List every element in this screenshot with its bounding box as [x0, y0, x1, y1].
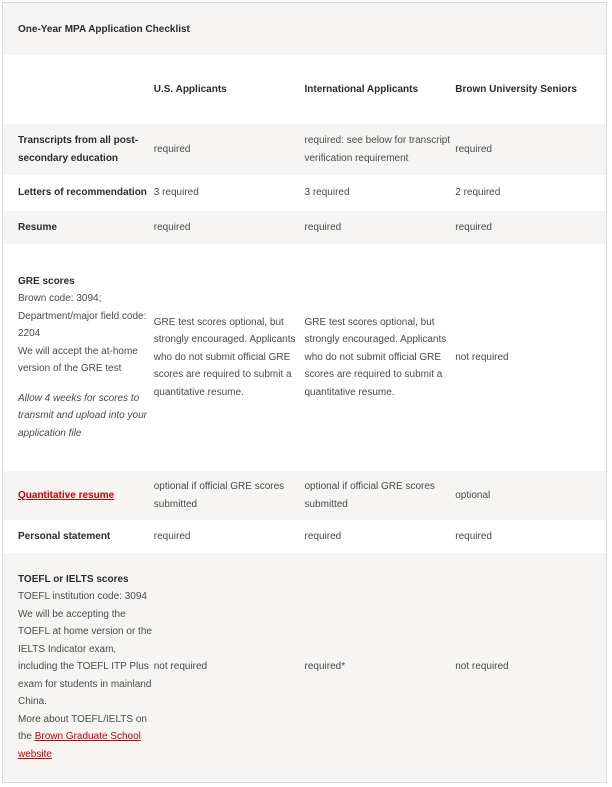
table-row-letters	[3, 175, 606, 211]
cell-brown-letters: 2 required	[455, 175, 606, 211]
gre-note: Allow 4 weeks for scores to transmit and upload into your application file	[18, 392, 147, 439]
cell-intl-gre: GRE test scores optional, but strongly encouraged. Applicants who do not submit official GRE scores are required to submit a quantitative resume.	[305, 244, 456, 471]
checklist-frame	[2, 2, 607, 783]
brown-graduate-school-link[interactable]: Brown Graduate School website	[18, 731, 141, 760]
table-row-transcripts	[3, 124, 606, 175]
row-label-quant-cell	[3, 471, 154, 520]
table-row-gre	[3, 244, 606, 471]
cell-intl-resume: required	[305, 211, 456, 244]
header-brown-seniors: Brown University Seniors	[455, 55, 606, 124]
cell-us-transcripts: required	[154, 124, 305, 175]
toefl-details: TOEFL institution code: 3094 We will be accepting the TOEFL at home version or the IELTS Indicator exam, including the TOEFL ITP Plus exam for students in mainland China. More about TOEFL/IELTS on the	[18, 591, 152, 743]
cell-brown-quant: optional	[455, 471, 606, 520]
cell-us-quant: optional if official GRE scores submitted	[154, 471, 305, 520]
row-label-personal: Personal statement	[3, 520, 154, 553]
gre-details: Brown code: 3094; Department/major field code: 2204 We will accept the at-home version of the GRE test	[18, 293, 147, 375]
cell-brown-resume: required	[455, 211, 606, 244]
table-row-toefl	[3, 553, 606, 781]
cell-us-letters: 3 required	[154, 175, 305, 211]
cell-brown-transcripts: required	[455, 124, 606, 175]
cell-us-resume: required	[154, 211, 305, 244]
cell-brown-gre: not required	[455, 244, 606, 471]
header-us-applicants: U.S. Applicants	[154, 55, 305, 124]
header-international-applicants: International Applicants	[305, 55, 456, 124]
cell-intl-personal: required	[305, 520, 456, 553]
cell-intl-toefl: required*	[305, 553, 456, 781]
row-label-resume: Resume	[3, 211, 154, 244]
row-label-transcripts: Transcripts from all post-secondary education	[3, 124, 154, 175]
row-label-gre-cell	[3, 244, 154, 471]
row-label-letters: Letters of recommendation	[3, 175, 154, 211]
table-caption-row	[3, 3, 606, 55]
cell-brown-personal: required	[455, 520, 606, 553]
cell-us-gre: GRE test scores optional, but strongly encouraged. Applicants who do not submit official GRE scores are required to submit a quantitative resume.	[154, 244, 305, 471]
cell-intl-transcripts: required: see below for transcript verification requirement	[305, 124, 456, 175]
table-caption: One-Year MPA Application Checklist	[3, 3, 606, 55]
table-row-resume	[3, 211, 606, 244]
cell-us-toefl: not required	[154, 553, 305, 781]
table-header-row	[3, 55, 606, 124]
table-row-quantitative-resume	[3, 471, 606, 520]
cell-brown-toefl: not required	[455, 553, 606, 781]
table-row-personal-statement	[3, 520, 606, 553]
row-label-toefl: TOEFL or IELTS scores	[18, 573, 129, 585]
row-label-toefl-cell	[3, 553, 154, 781]
cell-intl-letters: 3 required	[305, 175, 456, 211]
cell-us-personal: required	[154, 520, 305, 553]
header-requirement	[3, 55, 154, 124]
quantitative-resume-link[interactable]: Quantitative resume	[18, 490, 115, 501]
row-label-gre: GRE scores	[18, 275, 75, 287]
checklist-table	[3, 3, 606, 781]
cell-intl-quant: optional if official GRE scores submitted	[305, 471, 456, 520]
